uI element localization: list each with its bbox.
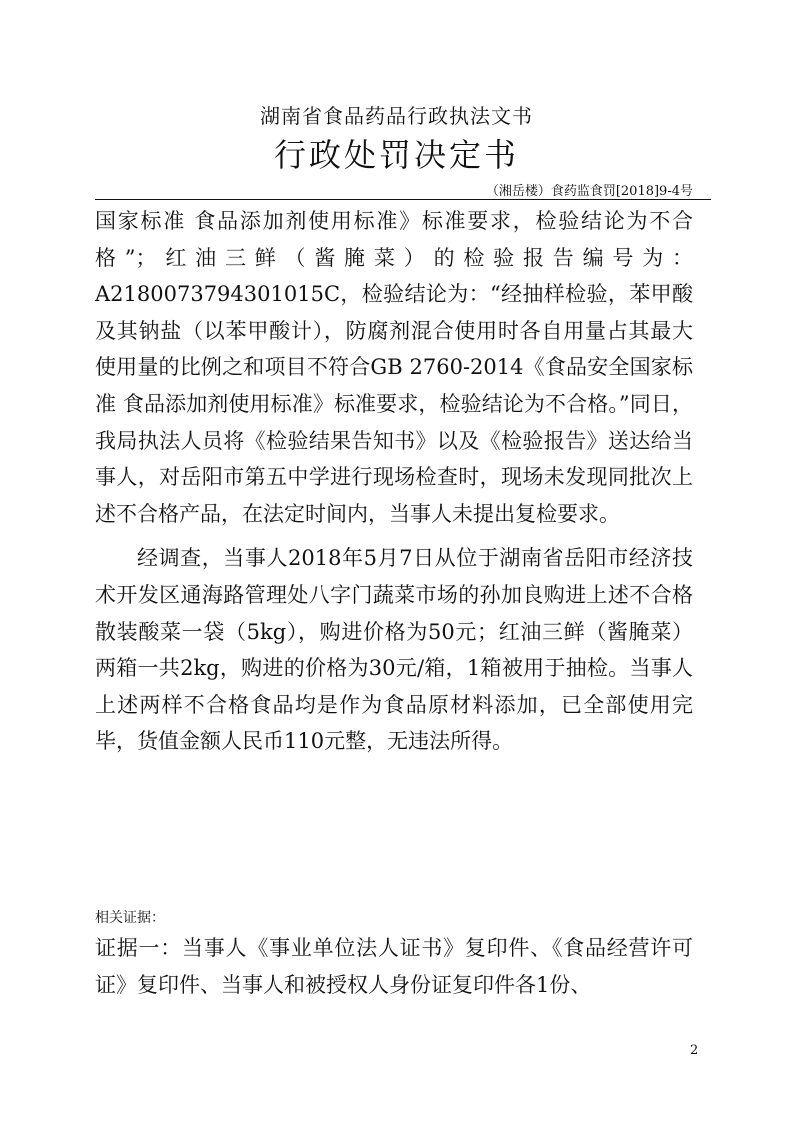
- evidence-heading: 相关证据：: [95, 910, 165, 926]
- header-divider: [95, 199, 711, 200]
- document-body: [95, 203, 693, 760]
- body-paragraph-2: 经调查，当事人2018年5月7日从位于湖南省岳阳市经济技术开发区通海路管理处八字门蔬菜市场的孙加良购进上述不合格散装酸菜一袋（5kg），购进价格为50元；红油三鲜（酱腌菜）两箱一共2kg，购进的价格为30元/箱，1箱被用于抽检。当事人上述两样不合格食品均是作为食品原材料添加，已全部使用完毕，货值金额人民币110元整，无违法所得。: [95, 546, 693, 754]
- evidence-section: [95, 930, 693, 1004]
- document-title: 行政处罚决定书: [273, 136, 519, 174]
- evidence-item-1: 证据一：当事人《事业单位法人证书》复印件、《食品经营许可证》复印件、当事人和被授权人身份证复印件各1份、: [95, 936, 693, 997]
- document-issuer: 湖南省食品药品行政执法文书: [260, 104, 533, 128]
- page-number: 2: [690, 1043, 699, 1058]
- body-paragraph-1: 国家标准 食品添加剂使用标准》标准要求，检验结论为不合格”；红油三鲜（酱腌菜）的检验报告编号为：A2180073794301015C，检验结论为：“经抽样检验，苯甲酸及其钠盐（以苯甲酸计），防腐剂混合使用时各自用量占其最大使用量的比例之和项目不符合GB 2760-2014《食品安全国家标准 食品添加剂使用标准》标准要求，检验结论为不合格。”同日，我局执法人员将《检验结果告知书》以及《检验报告》送达给当事人，对岳阳市第五中学进行现场检查时，现场未发现同批次上述不合格产品，在法定时间内，当事人未提出复检要求。: [95, 209, 693, 526]
- document-number: （湘岳楼）食药监食罚[2018]9-4号: [485, 184, 693, 199]
